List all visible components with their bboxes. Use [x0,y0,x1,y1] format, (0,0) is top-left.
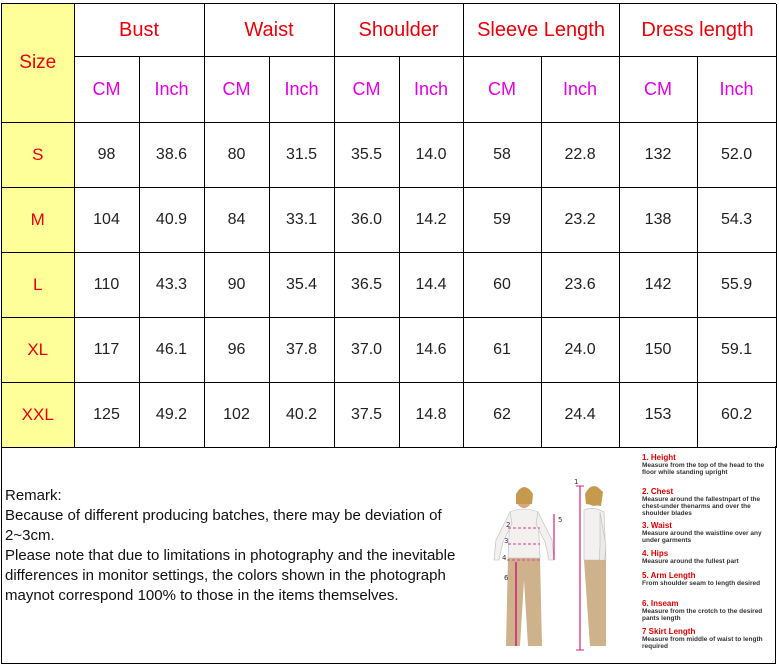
guide-waist: 3. Waist Measure around the waistline over any under garments [642,521,762,544]
table-cell: 22.8 [541,123,619,188]
table-cell: 49.2 [139,383,204,448]
table-cell: 59 [463,188,541,253]
remark-line-batches: Because of different producing batches, there may be deviation of 2~3cm. [5,507,442,544]
table-cell: 37.0 [334,318,399,383]
table-cell: 58 [463,123,541,188]
table-cell: 60.2 [697,383,776,448]
table-cell: 59.1 [697,318,776,383]
unit-header: CM [204,57,269,123]
marker-label: 3 [504,537,509,545]
table-row [2,188,776,253]
unit-header: Inch [697,57,776,123]
table-cell: 40.2 [269,383,334,448]
shoulder-header: Shoulder [334,4,463,57]
size-table [2,4,777,448]
guide-inseam: 6. Inseam Measure from the crotch to the desired pants length [642,599,763,622]
measurement-guide-figure [472,450,772,660]
table-row [2,123,776,188]
marker-label: 1 [574,478,579,486]
size-label: M [2,188,74,253]
table-cell: 24.4 [541,383,619,448]
table-cell: 117 [74,318,139,383]
table-cell: 23.6 [541,253,619,318]
table-cell: 31.5 [269,123,334,188]
guide-chest: 2. Chest Measure around the fallestnpart of the chest-under thenarms and over the shoulder blades [642,487,761,517]
table-cell: 23.2 [541,188,619,253]
table-cell: 150 [619,318,697,383]
table-cell: 46.1 [139,318,204,383]
table-cell: 90 [204,253,269,318]
table-row [2,253,776,318]
unit-header: Inch [399,57,463,123]
table-cell: 54.3 [697,188,776,253]
unit-header: CM [334,57,399,123]
guide-skirt-length: 7 Skirt Length Measure from middle of waist to length required [642,627,763,650]
guide-arm-length: 5. Arm Length From shoulder seam to length desired [642,571,761,587]
table-cell: 14.8 [399,383,463,448]
table-cell: 104 [74,188,139,253]
waist-header: Waist [204,4,334,57]
table-cell: 38.6 [139,123,204,188]
unit-header: Inch [541,57,619,123]
guide-hips: 4. Hips Measure around the fullest part [642,549,739,565]
unit-header: Inch [269,57,334,123]
unit-header-row [2,57,776,123]
table-cell: 125 [74,383,139,448]
table-cell: 132 [619,123,697,188]
side-figure [574,478,606,650]
unit-header: CM [74,57,139,123]
size-label: L [2,253,74,318]
table-cell: 96 [204,318,269,383]
table-cell: 55.9 [697,253,776,318]
unit-header: CM [619,57,697,123]
table-cell: 62 [463,383,541,448]
marker-label: 5 [558,516,563,524]
remark-title: Remark: [5,487,62,504]
table-cell: 84 [204,188,269,253]
table-row [2,318,776,383]
table-cell: 36.5 [334,253,399,318]
remark-section [2,446,776,664]
size-column-header: Size [2,4,74,123]
size-label: XL [2,318,74,383]
sleeve-length-header: Sleeve Length [463,4,619,57]
dress-length-header: Dress length [619,4,776,57]
marker-label: 4 [502,554,507,562]
size-label: S [2,123,74,188]
table-cell: 14.2 [399,188,463,253]
table-cell: 14.0 [399,123,463,188]
table-cell: 24.0 [541,318,619,383]
table-cell: 37.8 [269,318,334,383]
table-cell: 35.5 [334,123,399,188]
table-cell: 37.5 [334,383,399,448]
marker-label: 2 [506,521,511,529]
table-cell: 153 [619,383,697,448]
guide-height: 1. Height Measure from the top of the head to the floor while standing upright [642,453,765,476]
size-label: XXL [2,383,74,448]
table-cell: 40.9 [139,188,204,253]
table-cell: 43.3 [139,253,204,318]
front-figure [494,487,562,646]
table-cell: 33.1 [269,188,334,253]
marker-label: 6 [504,574,509,582]
table-cell: 14.6 [399,318,463,383]
unit-header: CM [463,57,541,123]
table-cell: 102 [204,383,269,448]
table-cell: 52.0 [697,123,776,188]
table-cell: 142 [619,253,697,318]
measure-header-row [2,4,776,57]
measurement-illustration [472,450,642,660]
table-cell: 35.4 [269,253,334,318]
remark-line-colors: Please note that due to limitations in photography and the inevitable differences in monitor settings, the colors shown in the photograph maynot correspond 100% to those in the items themselves. [5,547,456,604]
table-cell: 98 [74,123,139,188]
table-cell: 14.4 [399,253,463,318]
table-row [2,383,776,448]
table-cell: 60 [463,253,541,318]
remark-text [5,486,467,606]
table-cell: 80 [204,123,269,188]
bust-header: Bust [74,4,204,57]
unit-header: Inch [139,57,204,123]
table-cell: 36.0 [334,188,399,253]
table-cell: 138 [619,188,697,253]
table-cell: 61 [463,318,541,383]
table-cell: 110 [74,253,139,318]
size-chart-sheet [1,3,776,664]
